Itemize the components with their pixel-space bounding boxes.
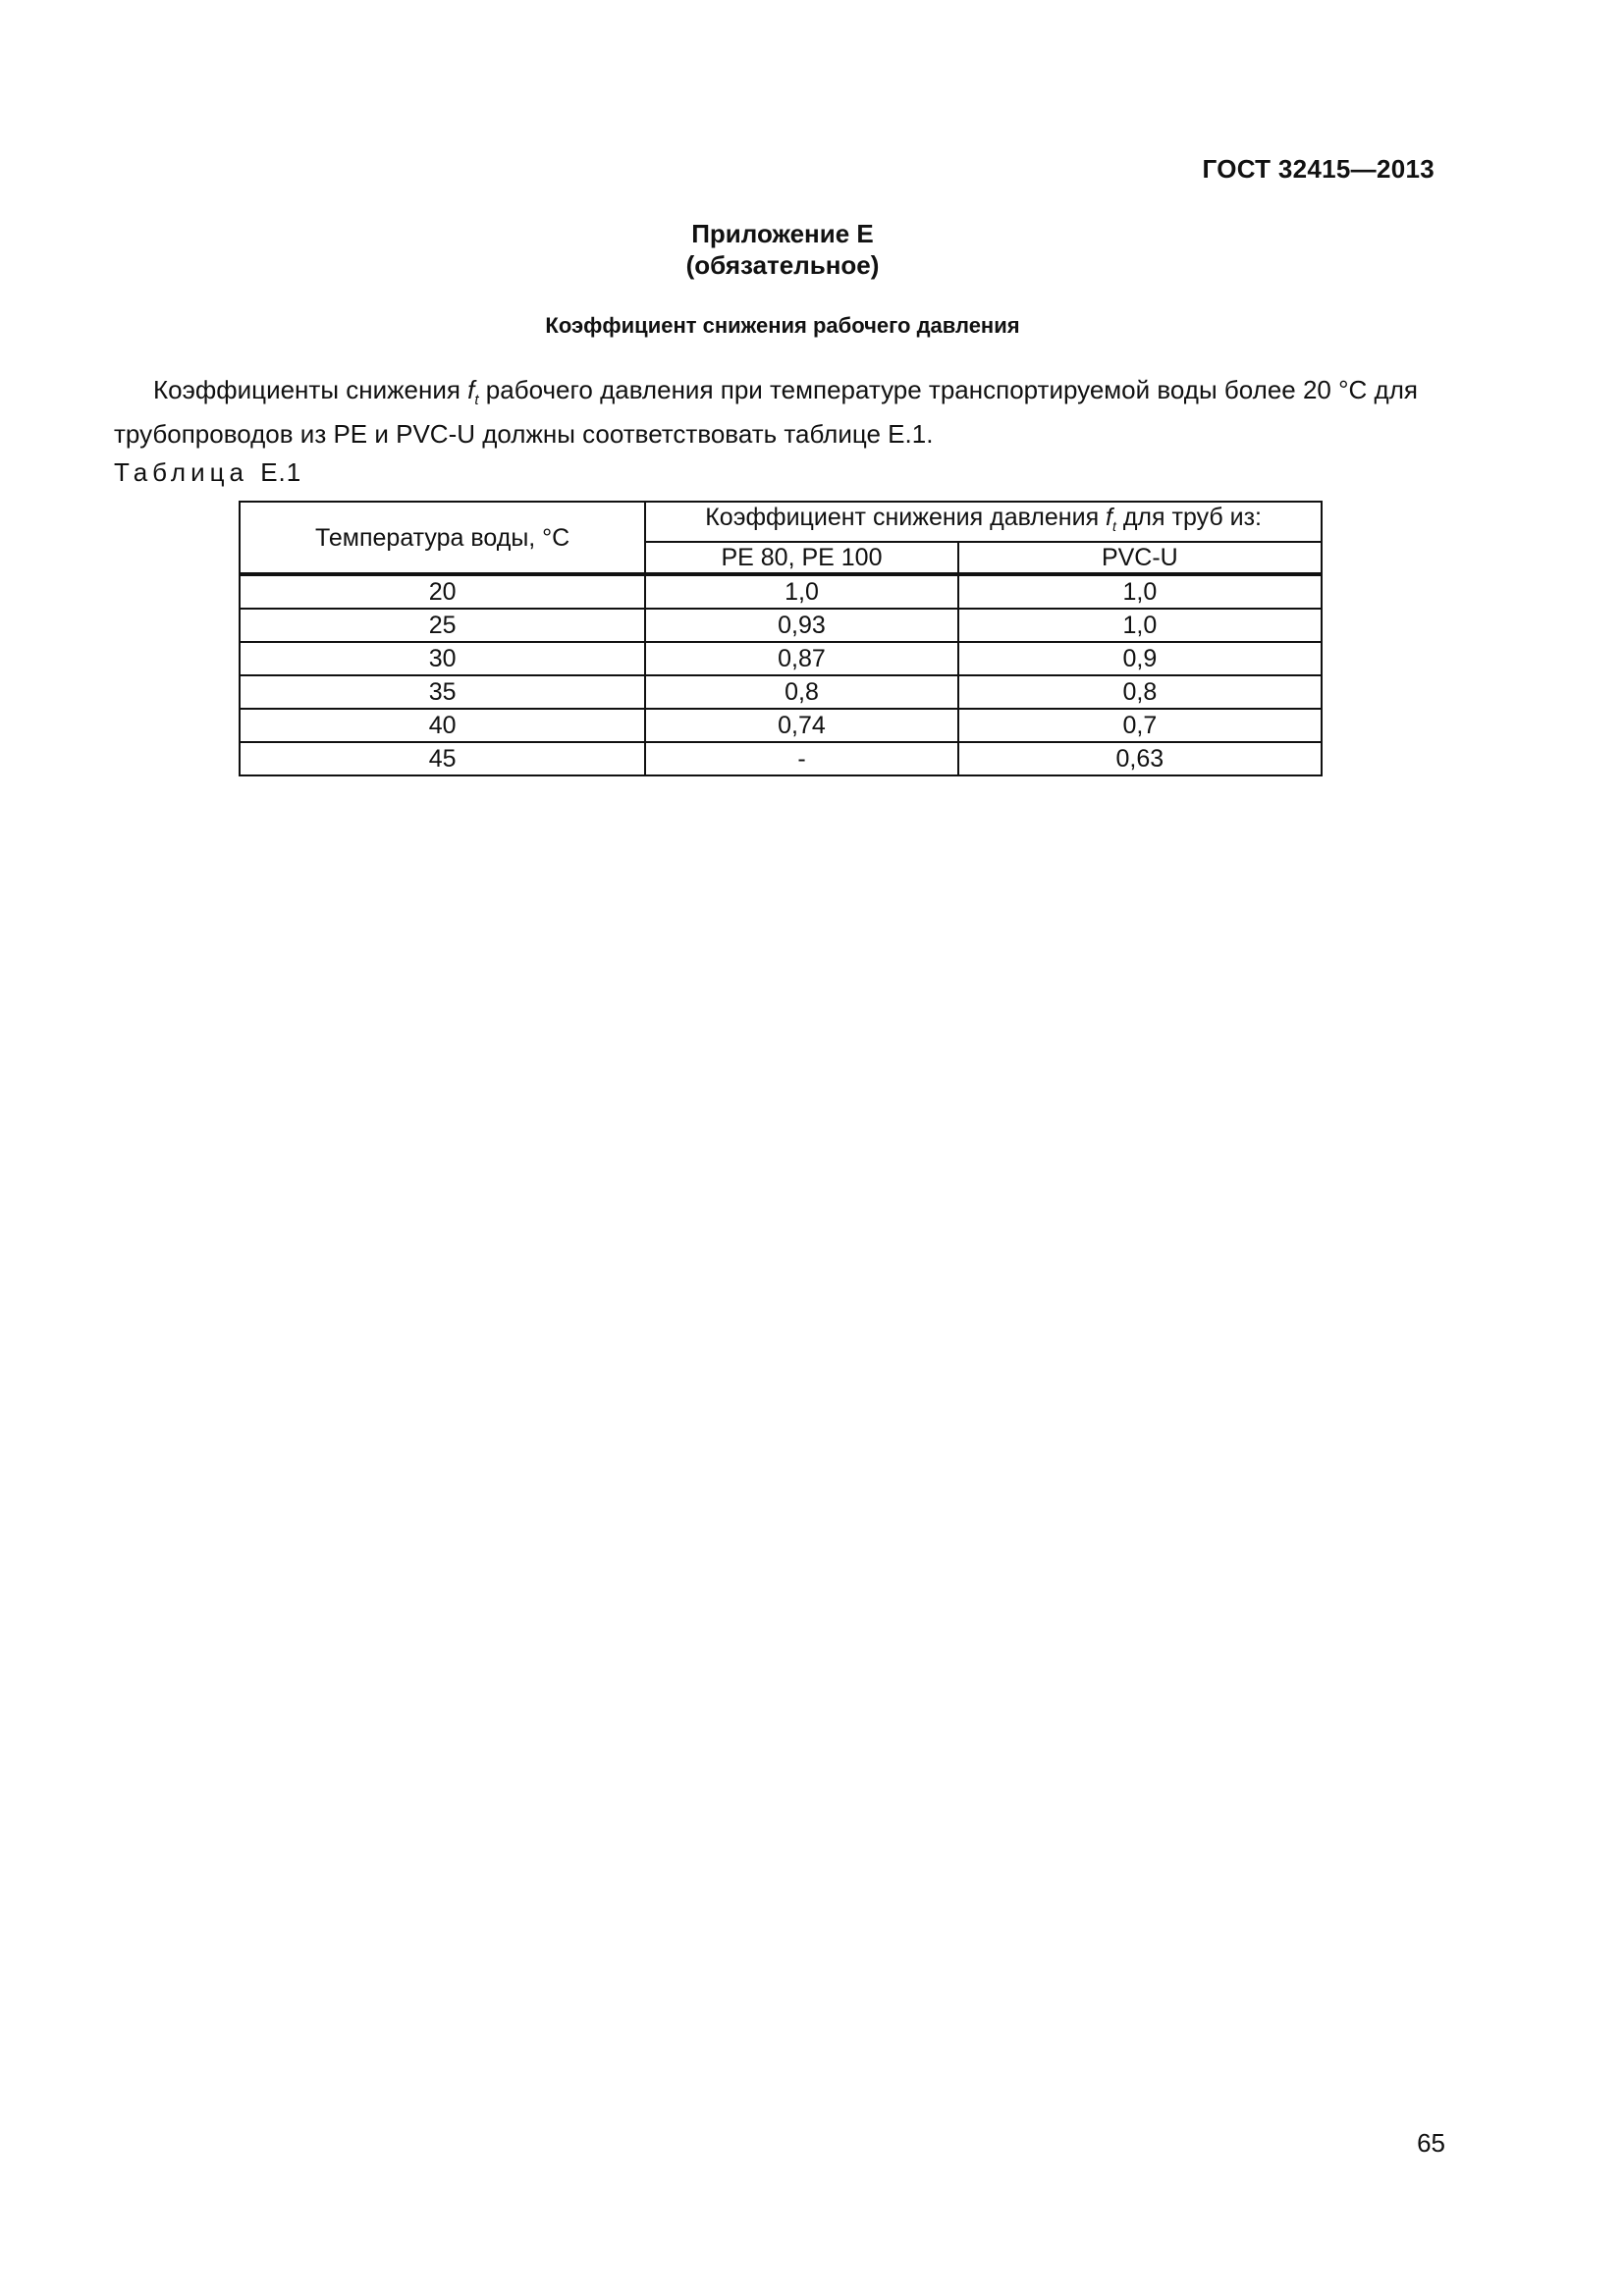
cell-temperature: 30 [240, 642, 645, 675]
page-number: 65 [1417, 2128, 1445, 2158]
standard-code: ГОСТ 32415—2013 [1202, 154, 1435, 184]
cell-pe-coefficient: 1,0 [645, 574, 957, 609]
cell-pe-coefficient: 0,87 [645, 642, 957, 675]
cell-pe-coefficient: - [645, 742, 957, 775]
cell-pvc-coefficient: 0,7 [958, 709, 1322, 742]
cell-temperature: 35 [240, 675, 645, 709]
appendix-title-line1: Приложение Е [691, 219, 874, 248]
cell-pvc-coefficient: 0,8 [958, 675, 1322, 709]
table-row [240, 574, 1322, 609]
cell-pe-coefficient: 0,74 [645, 709, 957, 742]
appendix-title [0, 218, 1565, 281]
paragraph-variable: f [467, 375, 475, 404]
header-coef-text-start: Коэффициент снижения давления [705, 504, 1107, 531]
cell-pvc-coefficient: 1,0 [958, 574, 1322, 609]
header-coef-subscript: t [1112, 518, 1116, 534]
table-row [240, 609, 1322, 642]
header-water-temperature: Температура воды, °С [240, 502, 645, 574]
paragraph-variable-subscript: t [474, 392, 479, 409]
table-row [240, 675, 1322, 709]
cell-temperature: 40 [240, 709, 645, 742]
table-caption-label: Таблица [114, 457, 248, 487]
cell-temperature: 20 [240, 574, 645, 609]
paragraph-text-end: рабочего давления при температуре транспортируемой воды более 20 °С для трубопроводов из PE и PVC-U должны соответствовать таблице Е.1. [114, 375, 1418, 450]
table-caption-number: Е.1 [260, 457, 302, 487]
header-pvc: PVC-U [958, 542, 1322, 574]
table-row [240, 709, 1322, 742]
cell-pvc-coefficient: 0,63 [958, 742, 1322, 775]
cell-temperature: 45 [240, 742, 645, 775]
table-caption [114, 457, 301, 488]
cell-pvc-coefficient: 0,9 [958, 642, 1322, 675]
cell-pvc-coefficient: 1,0 [958, 609, 1322, 642]
section-title: Коэффициент снижения рабочего давления [545, 313, 1020, 338]
appendix-title-line2: (обязательное) [685, 250, 880, 280]
body-paragraph [114, 373, 1441, 451]
paragraph-text-start: Коэффициенты снижения [153, 375, 468, 404]
header-coef-variable: f [1106, 504, 1112, 531]
header-coef-text-end: для труб из: [1115, 504, 1262, 531]
cell-temperature: 25 [240, 609, 645, 642]
cell-pe-coefficient: 0,93 [645, 609, 957, 642]
reduction-coefficient-table [239, 501, 1323, 776]
table-row [240, 742, 1322, 775]
cell-pe-coefficient: 0,8 [645, 675, 957, 709]
table-row [240, 642, 1322, 675]
header-pe: PE 80, PE 100 [645, 542, 957, 574]
header-reduction-coefficient [645, 502, 1322, 542]
